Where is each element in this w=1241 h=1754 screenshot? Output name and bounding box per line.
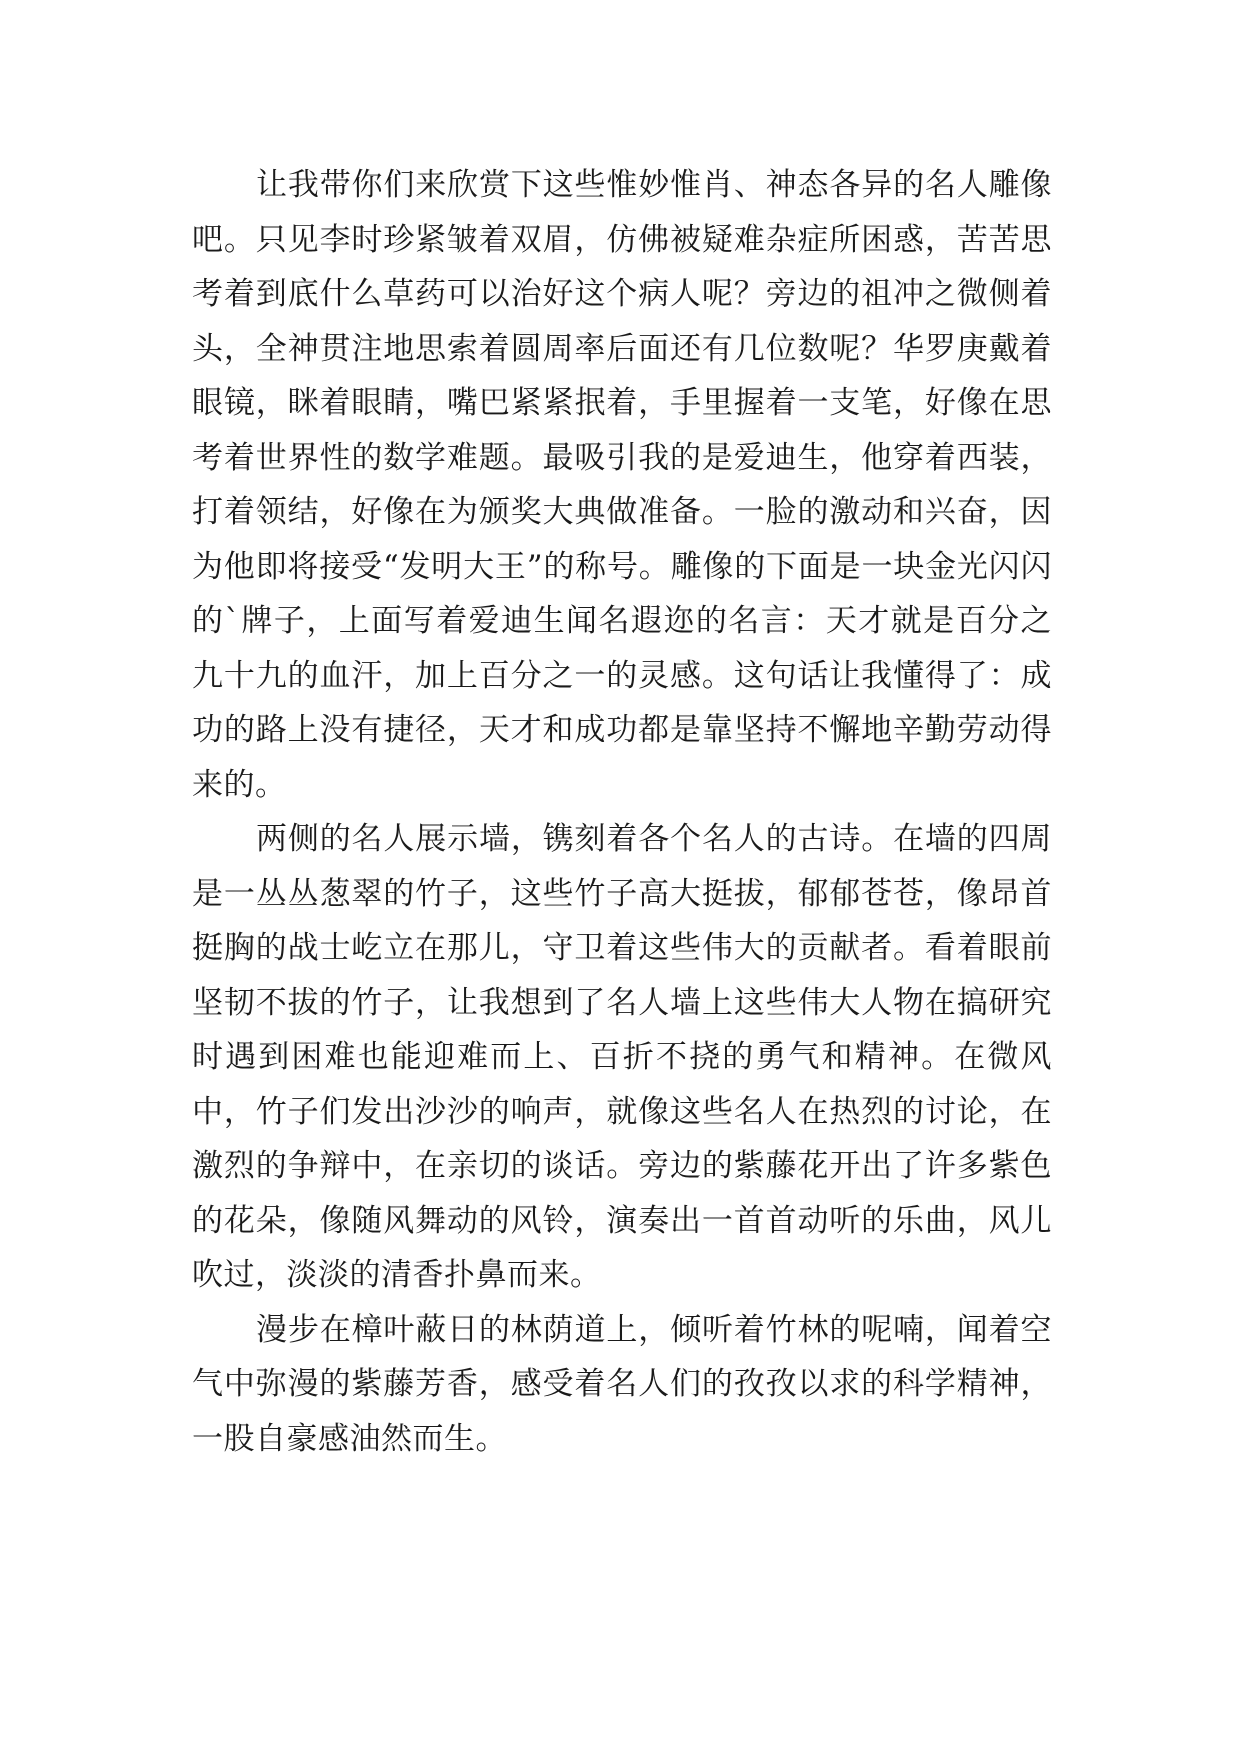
paragraph-2: 两侧的名人展示墙，镌刻着各个名人的古诗。在墙的四周是一丛丛葱翠的竹子，这些竹子高大挺拔，郁郁苍苍，像昂首挺胸的战士屹立在那儿，守卫着这些伟大的贡献者。看着眼前坚韧不拔的竹子，让我想到了名人墙上这些伟大人物在搞研究时遇到困难也能迎难而上、百折不挠的勇气和精神。在微风中，竹子们发出沙沙的响声，就像这些名人在热烈的讨论，在激烈的争辩中，在亲切的谈话。旁边的紫藤花开出了许多紫色的花朵，像随风舞动的风铃，演奏出一首首动听的乐曲，风儿吹过，淡淡的清香扑鼻而来。 (192, 821, 1052, 1293)
document-body (192, 158, 1052, 1466)
paragraph-3: 漫步在樟叶蔽日的林荫道上，倾听着竹林的呢喃，闻着空气中弥漫的紫藤芳香，感受着名人们的孜孜以求的科学精神，一股自豪感油然而生。 (192, 1311, 1052, 1457)
paragraph-1: 让我带你们来欣赏下这些惟妙惟肖、神态各异的名人雕像吧。只见李时珍紧皱着双眉，仿佛被疑难杂症所困惑，苦苦思考着到底什么草药可以治好这个病人呢？旁边的祖冲之微侧着头，全神贯注地思索着圆周率后面还有几位数呢？华罗庚戴着眼镜，眯着眼睛，嘴巴紧紧抿着，手里握着一支笔，好像在思考着世界性的数学难题。最吸引我的是爱迪生，他穿着西装，打着领结，好像在为颁奖大典做准备。一脸的激动和兴奋，因为他即将接受“发明大王”的称号。雕像的下面是一块金光闪闪的`牌子，上面写着爱迪生闻名遐迩的名言：天才就是百分之九十九的血汗，加上百分之一的灵感。这句话让我懂得了：成功的路上没有捷径，天才和成功都是靠坚持不懈地辛勤劳动得来的。 (192, 167, 1052, 803)
